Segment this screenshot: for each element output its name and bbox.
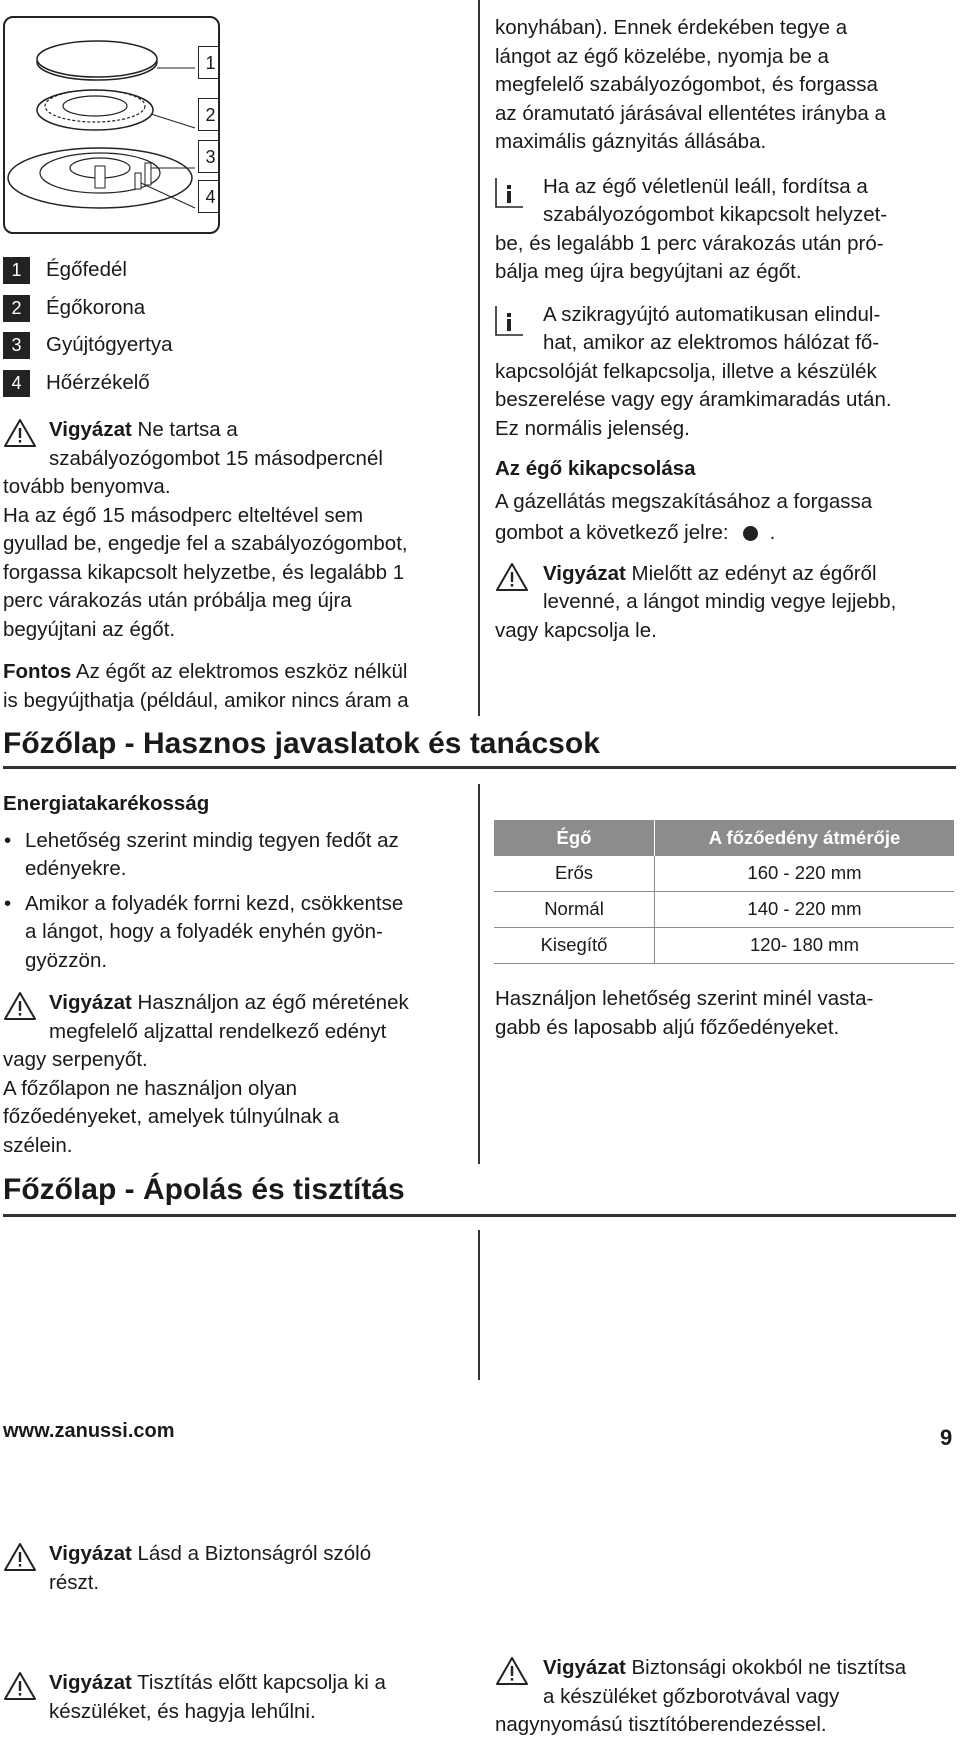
callout-1: 1 <box>198 46 220 79</box>
paragraph-line: az óramutató járásával ellentétes irányba a <box>495 101 886 125</box>
info-text: be, és legalább 1 perc várakozás után pró- <box>495 231 884 255</box>
info-text: Ha az égő véletlenül leáll, fordítsa a <box>543 174 868 198</box>
legend-item <box>3 256 127 284</box>
paragraph-line: A gázellátás megszakításához a forgassa <box>495 489 873 513</box>
info-note <box>495 173 955 287</box>
warning-text: Használjon az égő méretének <box>131 991 409 1014</box>
legend-label: Égőkorona <box>46 295 146 319</box>
fontos-text: Az égőt az elektromos eszköz nélkül <box>71 660 408 683</box>
column-divider <box>478 784 480 1164</box>
info-text: A szikragyújtó automatikusan elindul- <box>543 302 881 326</box>
paragraph-line: Ha az égő 15 másodperc elteltével sem <box>3 503 364 527</box>
fontos-text: is begyújthatja (például, amikor nincs áram a <box>3 688 409 712</box>
info-note <box>495 301 955 444</box>
warning-text: A főzőlapon ne használjon olyan <box>3 1076 298 1100</box>
right-column-top <box>495 14 955 645</box>
paragraph-line: megfelelő szabályozógombot, és forgassa <box>495 73 878 96</box>
warning-triangle-icon <box>3 1542 37 1572</box>
warning-label: Vigyázat <box>49 1542 132 1565</box>
list-text: • Amikor a folyadék forrni kezd, csökkentse <box>25 891 404 915</box>
table-header: Égő <box>494 820 655 856</box>
warning-text: Lásd a Biztonságról szóló <box>131 1542 372 1565</box>
paragraph-line: lángot az égő közelébe, nyomja be a <box>495 44 829 68</box>
table-row <box>494 928 954 964</box>
legend-number: 4 <box>3 370 30 397</box>
section-title: Főzőlap - Hasznos javaslatok és tanácsok <box>3 727 600 760</box>
paragraph-line: . <box>769 521 776 544</box>
legend-number: 1 <box>3 257 30 284</box>
warning-text: nagynyomású tisztítóberendezéssel. <box>495 1713 827 1736</box>
off-heading: Az égő kikapcsolása <box>495 457 696 480</box>
info-icon <box>495 305 524 336</box>
warning-text: Biztonsági okokból ne tisztítsa <box>625 1656 907 1679</box>
table-cell: 120- 180 mm <box>655 928 955 964</box>
list-text: gyözzön. <box>25 948 108 972</box>
warning-text: szabályozógombot 15 másodpercnél <box>49 446 383 470</box>
paragraph-line: gombot a következő jelre: <box>495 521 729 544</box>
callout-3: 3 <box>198 140 220 173</box>
warning-label: Vigyázat <box>49 418 132 441</box>
table-cell: 160 - 220 mm <box>655 856 955 892</box>
warning-text: levenné, a lángot mindig vegye lejjebb, <box>543 590 897 613</box>
warning-note <box>3 989 468 1160</box>
warning-text: részt. <box>49 1570 100 1594</box>
warning-note <box>3 1669 468 1726</box>
paragraph-line: begyújtani az égőt. <box>3 617 176 641</box>
warning-text: Ne tartsa a <box>131 418 238 441</box>
list-item <box>3 827 468 884</box>
table-cell: 140 - 220 mm <box>655 892 955 928</box>
list-text: a lángot, hogy a folyadék enyhén gyön- <box>25 920 383 943</box>
info-text: hat, amikor az elektromos hálózat fő- <box>543 331 880 354</box>
warning-text: készüléket, és hagyja lehűlni. <box>49 1699 316 1723</box>
warning-label: Vigyázat <box>543 1656 626 1679</box>
paragraph-line: konyhában). Ennek érdekében tegye a <box>495 16 848 39</box>
list-item <box>3 890 468 976</box>
column-divider <box>478 0 480 716</box>
legend-label: Gyújtógyertya <box>46 332 173 356</box>
table-cell: Erős <box>494 856 655 892</box>
fontos-label: Fontos <box>3 660 72 683</box>
footer-website-link[interactable]: www.zanussi.com <box>3 1420 175 1442</box>
burner-exploded-illustration <box>5 18 218 232</box>
warning-triangle-icon <box>495 562 529 592</box>
warning-triangle-icon <box>495 1656 529 1686</box>
info-icon <box>495 177 524 208</box>
warning-note <box>3 1540 468 1597</box>
column-divider <box>478 1230 480 1380</box>
warning-triangle-icon <box>3 418 37 448</box>
warning-triangle-icon <box>3 991 37 1021</box>
info-text: kapcsolóját felkapcsolja, illetve a készülék <box>495 359 877 383</box>
legend-label: Hőérzékelő <box>46 370 150 394</box>
table-cell: Kisegítő <box>494 928 655 964</box>
legend-item <box>3 369 150 397</box>
info-text: beszerelése vagy egy áramkimaradás után. <box>495 388 892 411</box>
warning-text: tovább benyomva. <box>3 475 171 498</box>
burner-size-table <box>494 820 954 964</box>
burner-parts-figure <box>3 16 220 234</box>
legend-item <box>3 294 145 322</box>
warning-note <box>495 1654 955 1740</box>
section-rule <box>3 1214 956 1217</box>
table-header-row <box>494 820 954 856</box>
warning-text: a készüléket gőzborotvával vagy <box>543 1684 840 1708</box>
paragraph-line: maximális gáznyitás állásába. <box>495 130 767 153</box>
table-row <box>494 892 954 928</box>
table-row <box>494 856 954 892</box>
section-rule <box>3 766 956 769</box>
warning-label: Vigyázat <box>543 561 626 585</box>
legend-label: Égőfedél <box>46 257 127 281</box>
section1-left <box>3 790 468 1160</box>
info-text: szabályozógombot kikapcsolt helyzet- <box>543 203 888 226</box>
table-header: A főzőedény átmérője <box>655 820 955 856</box>
section1-tip <box>495 985 955 1042</box>
warning-text: szélein. <box>3 1133 73 1157</box>
paragraph-line: gyullad be, engedje fel a szabályozógombot, <box>3 532 408 555</box>
warning-text: főzőedényeket, amelyek túlnyúlnak a <box>3 1105 340 1128</box>
warning-note <box>3 416 473 715</box>
callout-2: 2 <box>198 98 220 131</box>
paragraph-line: forgassa kikapcsolt helyzetbe, és legalább 1 <box>3 560 405 584</box>
warning-text: megfelelő aljzattal rendelkező edényt <box>49 1019 387 1043</box>
warning-text: Mielőtt az edényt az égőről <box>625 561 877 585</box>
info-text: bálja meg újra begyújtani az égőt. <box>495 260 802 283</box>
list-text: edényekre. <box>25 857 127 880</box>
callout-4: 4 <box>198 180 220 213</box>
legend-item <box>3 331 172 359</box>
section-title: Főzőlap - Ápolás és tisztítás <box>3 1173 405 1206</box>
warning-triangle-icon <box>3 1671 37 1701</box>
info-text: Ez normális jelenség. <box>495 416 690 440</box>
warning-note <box>495 560 955 646</box>
paragraph-line: gabb és laposabb aljú főzőedényeket. <box>495 1015 840 1039</box>
legend-number: 3 <box>3 332 30 359</box>
warning-text: vagy kapcsolja le. <box>495 618 657 642</box>
paragraph-line: Használjon lehetőség szerint minél vasta- <box>495 987 874 1010</box>
energy-heading: Energiatakarékosság <box>3 792 210 815</box>
legend-number: 2 <box>3 295 30 322</box>
table-cell: Normál <box>494 892 655 928</box>
warning-text: vagy serpenyőt. <box>3 1048 148 1071</box>
warning-label: Vigyázat <box>49 1671 132 1694</box>
list-text: • Lehetőség szerint mindig tegyen fedőt az <box>25 828 399 852</box>
paragraph-line: perc várakozás után próbálja meg újra <box>3 589 352 612</box>
warning-text: Tisztítás előtt kapcsolja ki a <box>131 1671 386 1694</box>
page-number: 9 <box>940 1425 953 1450</box>
off-symbol-icon <box>743 526 758 541</box>
warning-label: Vigyázat <box>49 991 132 1014</box>
